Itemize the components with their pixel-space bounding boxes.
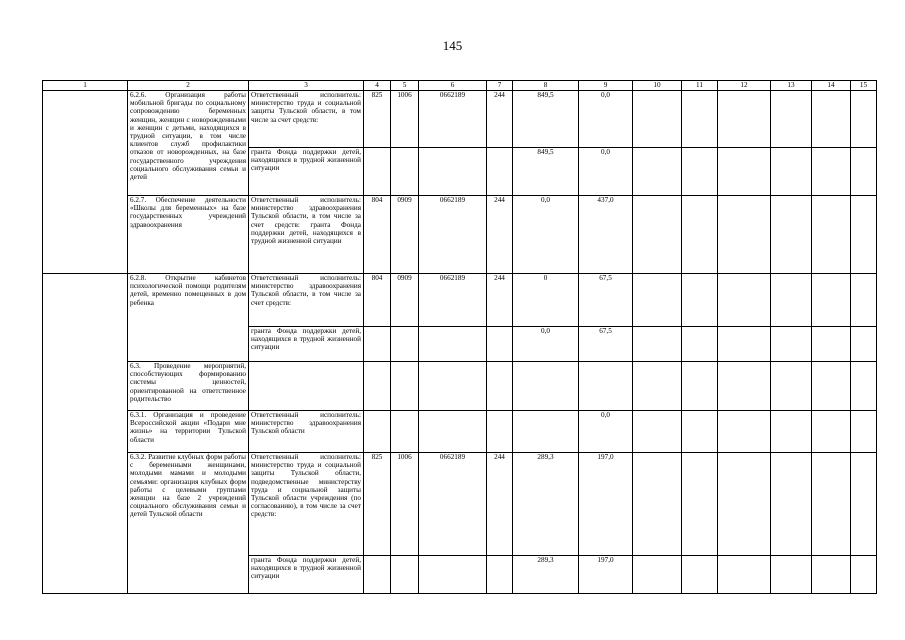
header-cell: 3 <box>249 81 364 91</box>
value-cell-c9: 197,0 <box>579 453 633 556</box>
empty-cell <box>633 411 682 453</box>
value-cell-c8 <box>513 411 579 453</box>
measure-description: 6.3. Проведение мероприятий, способствующих формированию системы ценностей, ориентированной на ответственное родительство <box>128 362 249 411</box>
value-cell-c7 <box>487 362 513 411</box>
value-cell-c7: 244 <box>487 453 513 556</box>
empty-cell <box>391 148 419 196</box>
value-cell-c9: 67,5 <box>579 327 633 362</box>
empty-cell <box>718 327 771 362</box>
empty-cell <box>419 556 487 594</box>
empty-cell <box>771 274 812 327</box>
value-cell-c5: 1006 <box>391 453 419 556</box>
value-cell-c7 <box>487 411 513 453</box>
empty-cell <box>851 327 877 362</box>
value-cell-c6 <box>419 411 487 453</box>
value-cell-c9: 0,0 <box>579 411 633 453</box>
budget-table <box>42 80 877 594</box>
header-cell: 7 <box>487 81 513 91</box>
executor-cell: Ответственный исполнитель: министерство труда и социальной защиты Тульской области, в том числе за счет средств: <box>249 91 364 148</box>
empty-cell <box>718 148 771 196</box>
empty-cell <box>419 148 487 196</box>
empty-cell <box>682 274 718 327</box>
empty-cell <box>812 91 851 148</box>
empty-cell <box>391 556 419 594</box>
header-cell: 1 <box>43 81 128 91</box>
executor-cell: Ответственный исполнитель: министерство здравоохранения Тульской области, в том числе за счет средств: гранта Фонда поддержки детей, находящихся в трудной жизненной ситуации <box>249 196 364 274</box>
value-cell-c5: 0909 <box>391 196 419 274</box>
measure-description: 6.2.8. Открытие кабинетов психологической помощи родителям детей, временно помещенных в дом ребенка <box>128 274 249 362</box>
empty-cell <box>851 91 877 148</box>
empty-cell <box>812 453 851 556</box>
executor-cell: Ответственный исполнитель: министерство здравоохранения Тульской области, в том числе за счет средств: <box>249 274 364 327</box>
empty-cell <box>487 556 513 594</box>
empty-cell <box>682 556 718 594</box>
value-cell-c4: 825 <box>364 91 391 148</box>
value-cell-c6: 0662189 <box>419 274 487 327</box>
value-cell-c9: 437,0 <box>579 196 633 274</box>
header-cell: 8 <box>513 81 579 91</box>
header-row <box>43 81 877 91</box>
empty-cell <box>633 362 682 411</box>
value-cell-c9: 0,0 <box>579 91 633 148</box>
page-number: 145 <box>442 38 463 53</box>
header-cell: 2 <box>128 81 249 91</box>
empty-cell <box>812 327 851 362</box>
value-cell-c6: 0662189 <box>419 196 487 274</box>
empty-cell <box>682 453 718 556</box>
empty-cell <box>718 91 771 148</box>
empty-cell <box>851 411 877 453</box>
row-number-cell <box>43 91 128 274</box>
empty-cell <box>718 556 771 594</box>
value-cell-c5 <box>391 362 419 411</box>
empty-cell <box>718 362 771 411</box>
empty-cell <box>682 148 718 196</box>
empty-cell <box>364 327 391 362</box>
empty-cell <box>851 148 877 196</box>
value-cell-c8 <box>513 362 579 411</box>
empty-cell <box>812 196 851 274</box>
empty-cell <box>487 327 513 362</box>
empty-cell <box>851 274 877 327</box>
empty-cell <box>682 91 718 148</box>
empty-cell <box>633 556 682 594</box>
empty-cell <box>851 362 877 411</box>
value-cell-c5: 0909 <box>391 274 419 327</box>
empty-cell <box>812 148 851 196</box>
header-cell: 11 <box>682 81 718 91</box>
empty-cell <box>718 196 771 274</box>
measure-description: 6.3.1. Организация и проведение Всероссийской акции «Подари мне жизнь» на территории Тульской области <box>128 411 249 453</box>
empty-cell <box>812 274 851 327</box>
header-cell: 15 <box>851 81 877 91</box>
header-cell: 10 <box>633 81 682 91</box>
empty-cell <box>771 196 812 274</box>
empty-cell <box>771 556 812 594</box>
empty-cell <box>391 327 419 362</box>
header-cell: 4 <box>364 81 391 91</box>
empty-cell <box>812 411 851 453</box>
empty-cell <box>633 196 682 274</box>
empty-cell <box>771 91 812 148</box>
value-cell-c6 <box>419 362 487 411</box>
empty-cell <box>633 91 682 148</box>
table-row <box>43 91 877 148</box>
header-cell: 14 <box>812 81 851 91</box>
value-cell-c6: 0662189 <box>419 91 487 148</box>
executor-grant-cell: гранта Фонда поддержки детей, находящихся в трудной жизненной ситуации <box>249 148 364 196</box>
empty-cell <box>771 327 812 362</box>
value-cell-c8: 849,5 <box>513 91 579 148</box>
executor-cell: Ответственный исполнитель: министерство труда и социальной защиты Тульской области, подведомственные министерству труда и социальной защиты Тульской области учреждения (по согласованию), в том числе за счет средств: <box>249 453 364 556</box>
header-cell: 13 <box>771 81 812 91</box>
value-cell-c8: 849,5 <box>513 148 579 196</box>
empty-cell <box>364 556 391 594</box>
value-cell-c4: 804 <box>364 196 391 274</box>
executor-grant-cell: гранта Фонда поддержки детей, находящихся в трудной жизненной ситуации <box>249 556 364 594</box>
empty-cell <box>718 453 771 556</box>
value-cell-c8: 289,3 <box>513 556 579 594</box>
row-number-cell <box>43 274 128 594</box>
empty-cell <box>633 274 682 327</box>
empty-cell <box>771 411 812 453</box>
value-cell-c8: 0 <box>513 274 579 327</box>
value-cell-c7: 244 <box>487 196 513 274</box>
empty-cell <box>364 148 391 196</box>
empty-cell <box>682 327 718 362</box>
value-cell-c9: 67,5 <box>579 274 633 327</box>
value-cell-c4: 804 <box>364 274 391 327</box>
table-row <box>43 274 877 327</box>
empty-cell <box>771 148 812 196</box>
empty-cell <box>633 327 682 362</box>
empty-cell <box>718 274 771 327</box>
empty-cell <box>851 556 877 594</box>
empty-cell <box>487 148 513 196</box>
empty-cell <box>419 327 487 362</box>
executor-cell <box>249 362 364 411</box>
value-cell-c6: 0662189 <box>419 453 487 556</box>
empty-cell <box>718 411 771 453</box>
value-cell-c5 <box>391 411 419 453</box>
table-row <box>43 362 877 411</box>
empty-cell <box>812 362 851 411</box>
executor-grant-cell: гранта Фонда поддержки детей, находящихся в трудной жизненной ситуации <box>249 327 364 362</box>
header-cell: 5 <box>391 81 419 91</box>
value-cell-c4: 825 <box>364 453 391 556</box>
value-cell-c9 <box>579 362 633 411</box>
empty-cell <box>682 362 718 411</box>
empty-cell <box>633 453 682 556</box>
value-cell-c9: 0,0 <box>579 148 633 196</box>
header-cell: 12 <box>718 81 771 91</box>
value-cell-c8: 0,0 <box>513 196 579 274</box>
empty-cell <box>682 411 718 453</box>
value-cell-c4 <box>364 411 391 453</box>
header-cell: 6 <box>419 81 487 91</box>
table-row <box>43 453 877 556</box>
header-cell: 9 <box>579 81 633 91</box>
table-row <box>43 411 877 453</box>
empty-cell <box>851 453 877 556</box>
empty-cell <box>771 362 812 411</box>
value-cell-c8: 289,3 <box>513 453 579 556</box>
empty-cell <box>771 453 812 556</box>
empty-cell <box>682 196 718 274</box>
empty-cell <box>633 148 682 196</box>
executor-cell: Ответственный исполнитель: министерство здравоохранения Тульской области <box>249 411 364 453</box>
value-cell-c9: 197,0 <box>579 556 633 594</box>
value-cell-c8: 0,0 <box>513 327 579 362</box>
measure-description: 6.3.2. Развитие клубных форм работы с беременными женщинами, молодыми мамами и молодыми семьями: организация клубных форм работы с целевыми группами женщин на базе 2 учреждений социального обслуживания семьи и детей Тульской области <box>128 453 249 594</box>
empty-cell <box>851 196 877 274</box>
value-cell-c5: 1006 <box>391 91 419 148</box>
empty-cell <box>812 556 851 594</box>
value-cell-c7: 244 <box>487 274 513 327</box>
measure-description: 6.2.6. Организация работы мобильной бригады по социальному сопровождению беременных женщин, женщин с новорожденными и женщин с детьми, находящихся в трудной ситуации, в том числе клиентов служб профилактики отказов от новорожденных, на базе государственного учреждения социального обслуживания семьи и детей <box>128 91 249 196</box>
measure-description: 6.2.7. Обеспечение деятельности «Школы для беременных» на базе государственных учреждений здравоохранения <box>128 196 249 274</box>
table-row <box>43 196 877 274</box>
value-cell-c4 <box>364 362 391 411</box>
value-cell-c7: 244 <box>487 91 513 148</box>
